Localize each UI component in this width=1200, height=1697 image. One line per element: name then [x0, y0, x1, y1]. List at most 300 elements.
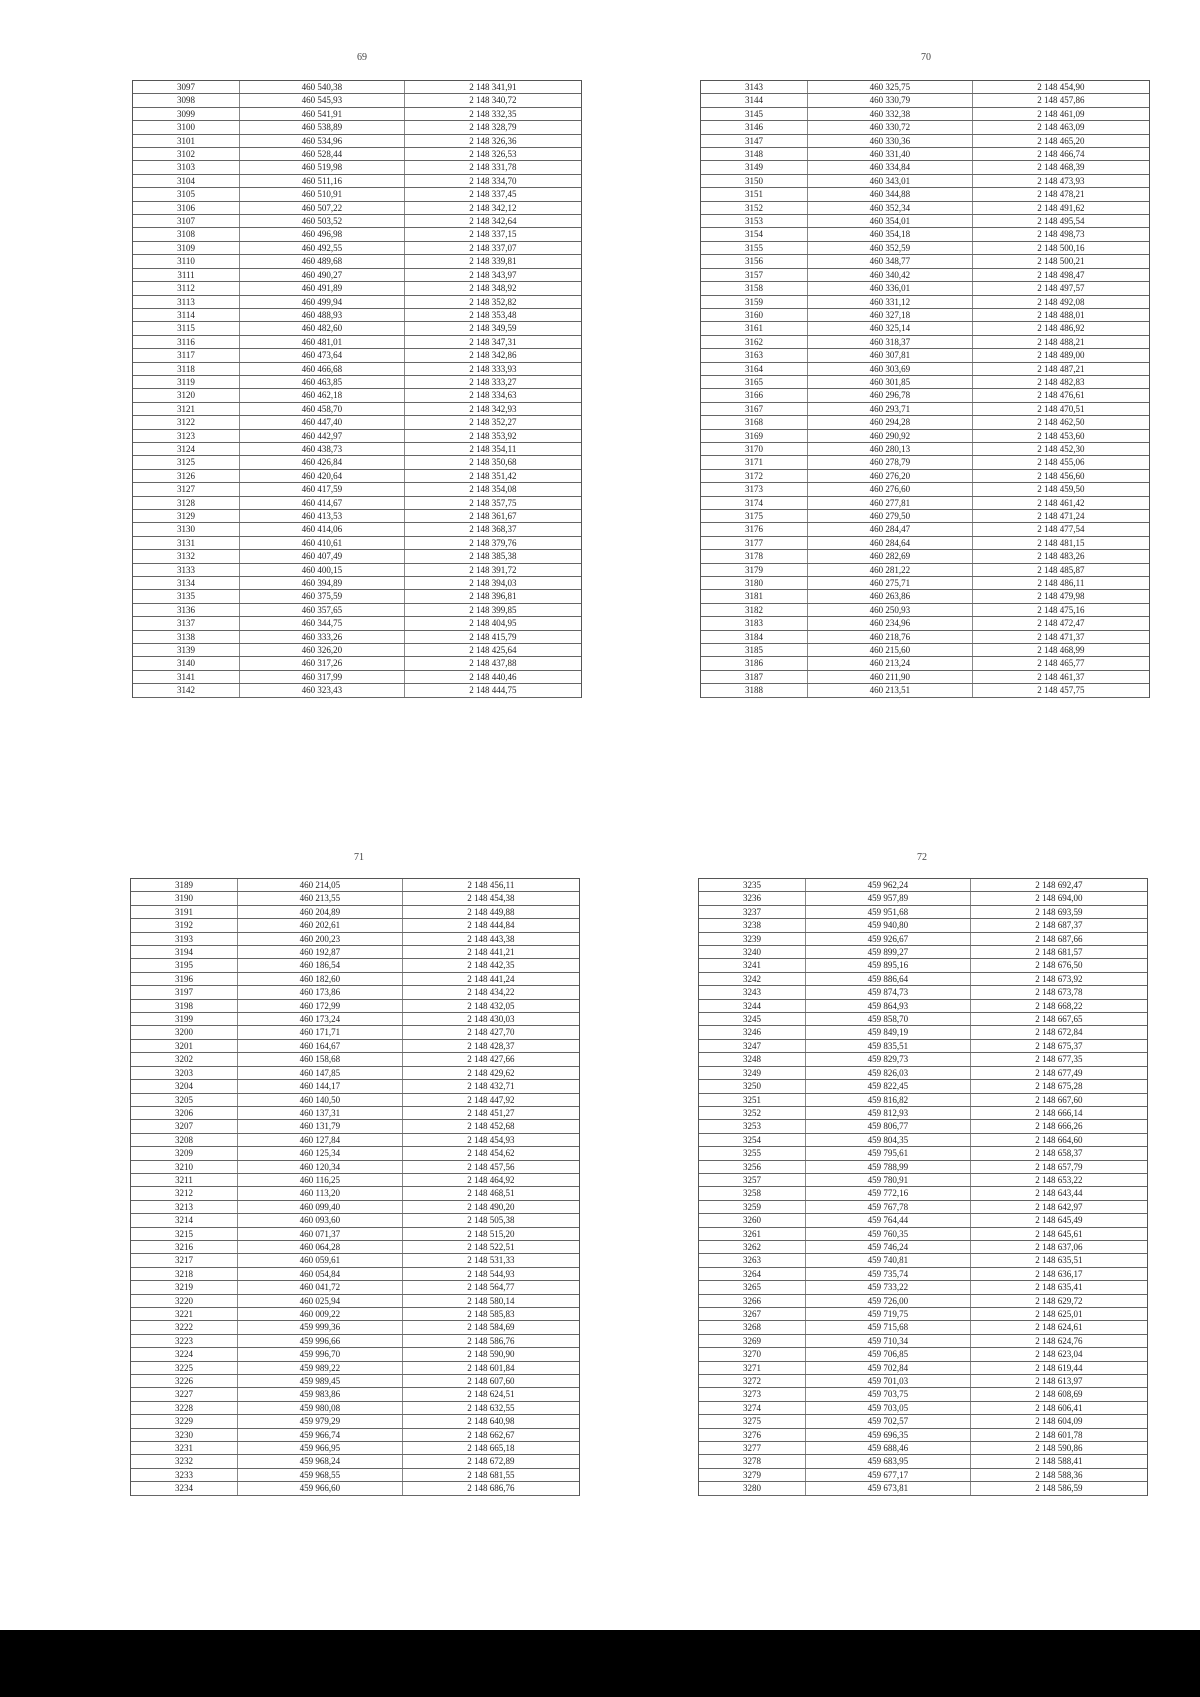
table-row — [133, 563, 581, 576]
x-coordinate-cell: 460 394,89 — [240, 577, 405, 590]
point-number-cell: 3139 — [133, 644, 240, 657]
x-coordinate-cell: 460 490,27 — [240, 268, 405, 281]
point-number-cell: 3273 — [699, 1388, 806, 1401]
y-coordinate-cell: 2 148 477,54 — [972, 523, 1149, 536]
y-coordinate-cell: 2 148 350,68 — [404, 456, 581, 469]
table-row — [701, 644, 1149, 657]
y-coordinate-cell: 2 148 332,35 — [404, 107, 581, 120]
page-number: 72 — [917, 852, 927, 863]
table-row — [699, 1375, 1147, 1388]
x-coordinate-cell: 460 276,20 — [808, 469, 973, 482]
point-number-cell: 3263 — [699, 1254, 806, 1267]
table-row — [131, 1147, 579, 1160]
point-number-cell: 3254 — [699, 1133, 806, 1146]
x-coordinate-cell: 460 462,18 — [240, 389, 405, 402]
y-coordinate-cell: 2 148 645,49 — [970, 1214, 1147, 1227]
x-coordinate-cell: 460 293,71 — [808, 402, 973, 415]
x-coordinate-cell: 460 519,98 — [240, 161, 405, 174]
y-coordinate-cell: 2 148 681,57 — [970, 946, 1147, 959]
x-coordinate-cell: 460 510,91 — [240, 188, 405, 201]
x-coordinate-cell: 459 962,24 — [806, 879, 971, 892]
table-row — [699, 1442, 1147, 1455]
point-number-cell: 3252 — [699, 1106, 806, 1119]
x-coordinate-cell: 460 331,12 — [808, 295, 973, 308]
table-row — [699, 1388, 1147, 1401]
point-number-cell: 3120 — [133, 389, 240, 402]
table-row — [133, 94, 581, 107]
point-number-cell: 3151 — [701, 188, 808, 201]
point-number-cell: 3173 — [701, 483, 808, 496]
y-coordinate-cell: 2 148 326,36 — [404, 134, 581, 147]
table-row — [701, 308, 1149, 321]
y-coordinate-cell: 2 148 476,61 — [972, 389, 1149, 402]
y-coordinate-cell: 2 148 515,20 — [402, 1227, 579, 1240]
point-number-cell: 3215 — [131, 1227, 238, 1240]
y-coordinate-cell: 2 148 645,61 — [970, 1227, 1147, 1240]
table-row — [133, 510, 581, 523]
table-row — [131, 1375, 579, 1388]
point-number-cell: 3148 — [701, 148, 808, 161]
table-row — [701, 684, 1149, 697]
table-row — [701, 389, 1149, 402]
y-coordinate-cell: 2 148 328,79 — [404, 121, 581, 134]
table-row — [131, 1442, 579, 1455]
table-row — [133, 469, 581, 482]
x-coordinate-cell: 460 325,75 — [808, 81, 973, 94]
point-number-cell: 3212 — [131, 1187, 238, 1200]
y-coordinate-cell: 2 148 333,27 — [404, 375, 581, 388]
x-coordinate-cell: 460 466,68 — [240, 362, 405, 375]
table-row — [699, 1455, 1147, 1468]
x-coordinate-cell: 460 234,96 — [808, 617, 973, 630]
point-number-cell: 3125 — [133, 456, 240, 469]
point-number-cell: 3261 — [699, 1227, 806, 1240]
point-number-cell: 3250 — [699, 1080, 806, 1093]
y-coordinate-cell: 2 148 432,71 — [402, 1080, 579, 1093]
x-coordinate-cell: 459 696,35 — [806, 1428, 971, 1441]
table-row — [131, 1281, 579, 1294]
y-coordinate-cell: 2 148 357,75 — [404, 496, 581, 509]
x-coordinate-cell: 460 172,99 — [238, 999, 403, 1012]
point-number-cell: 3113 — [133, 295, 240, 308]
y-coordinate-cell: 2 148 463,09 — [972, 121, 1149, 134]
x-coordinate-cell: 460 442,97 — [240, 429, 405, 442]
x-coordinate-cell: 460 213,24 — [808, 657, 973, 670]
table-row — [701, 295, 1149, 308]
point-number-cell: 3115 — [133, 322, 240, 335]
point-number-cell: 3280 — [699, 1482, 806, 1495]
table-row — [699, 1294, 1147, 1307]
table-row — [699, 932, 1147, 945]
point-number-cell: 3234 — [131, 1482, 238, 1495]
table-row — [131, 1039, 579, 1052]
x-coordinate-cell: 460 447,40 — [240, 416, 405, 429]
x-coordinate-cell: 459 999,36 — [238, 1321, 403, 1334]
x-coordinate-cell: 459 715,68 — [806, 1321, 971, 1334]
point-number-cell: 3199 — [131, 1013, 238, 1026]
point-number-cell: 3231 — [131, 1442, 238, 1455]
table-row — [699, 986, 1147, 999]
y-coordinate-cell: 2 148 427,66 — [402, 1053, 579, 1066]
point-number-cell: 3258 — [699, 1187, 806, 1200]
coordinate-table — [133, 81, 581, 698]
x-coordinate-cell: 460 211,90 — [808, 670, 973, 683]
point-number-cell: 3172 — [701, 469, 808, 482]
point-number-cell: 3168 — [701, 416, 808, 429]
table-row — [701, 456, 1149, 469]
x-coordinate-cell: 460 025,94 — [238, 1294, 403, 1307]
table-row — [701, 603, 1149, 616]
y-coordinate-cell: 2 148 468,99 — [972, 644, 1149, 657]
x-coordinate-cell: 459 673,81 — [806, 1482, 971, 1495]
x-coordinate-cell: 459 989,22 — [238, 1361, 403, 1374]
point-number-cell: 3133 — [133, 563, 240, 576]
y-coordinate-cell: 2 148 337,45 — [404, 188, 581, 201]
table-row — [133, 107, 581, 120]
y-coordinate-cell: 2 148 624,61 — [970, 1321, 1147, 1334]
point-number-cell: 3153 — [701, 215, 808, 228]
y-coordinate-cell: 2 148 451,27 — [402, 1106, 579, 1119]
table-row — [699, 1214, 1147, 1227]
point-number-cell: 3101 — [133, 134, 240, 147]
y-coordinate-cell: 2 148 399,85 — [404, 603, 581, 616]
x-coordinate-cell: 460 426,84 — [240, 456, 405, 469]
table-row — [133, 670, 581, 683]
point-number-cell: 3140 — [133, 657, 240, 670]
table-row — [133, 536, 581, 549]
y-coordinate-cell: 2 148 485,87 — [972, 563, 1149, 576]
table-row — [133, 322, 581, 335]
table-row — [701, 617, 1149, 630]
x-coordinate-cell: 460 354,18 — [808, 228, 973, 241]
y-coordinate-cell: 2 148 601,84 — [402, 1361, 579, 1374]
y-coordinate-cell: 2 148 681,55 — [402, 1468, 579, 1481]
y-coordinate-cell: 2 148 498,73 — [972, 228, 1149, 241]
point-number-cell: 3262 — [699, 1240, 806, 1253]
point-number-cell: 3191 — [131, 905, 238, 918]
point-number-cell: 3189 — [131, 879, 238, 892]
table-row — [133, 282, 581, 295]
x-coordinate-cell: 459 735,74 — [806, 1267, 971, 1280]
point-number-cell: 3183 — [701, 617, 808, 630]
table-row — [701, 563, 1149, 576]
table-row — [131, 1294, 579, 1307]
y-coordinate-cell: 2 148 442,35 — [402, 959, 579, 972]
table-row — [701, 577, 1149, 590]
x-coordinate-cell: 459 886,64 — [806, 972, 971, 985]
point-number-cell: 3229 — [131, 1415, 238, 1428]
x-coordinate-cell: 460 071,37 — [238, 1227, 403, 1240]
y-coordinate-cell: 2 148 404,95 — [404, 617, 581, 630]
y-coordinate-cell: 2 148 489,00 — [972, 349, 1149, 362]
point-number-cell: 3210 — [131, 1160, 238, 1173]
x-coordinate-cell: 460 250,93 — [808, 603, 973, 616]
table-row — [701, 523, 1149, 536]
page-number: 69 — [357, 52, 367, 63]
table-row — [699, 1106, 1147, 1119]
table-row — [131, 986, 579, 999]
table-row — [133, 657, 581, 670]
x-coordinate-cell: 460 354,01 — [808, 215, 973, 228]
point-number-cell: 3251 — [699, 1093, 806, 1106]
point-number-cell: 3242 — [699, 972, 806, 985]
x-coordinate-cell: 460 528,44 — [240, 148, 405, 161]
table-row — [699, 1428, 1147, 1441]
y-coordinate-cell: 2 148 564,77 — [402, 1281, 579, 1294]
table-row — [701, 215, 1149, 228]
y-coordinate-cell: 2 148 497,57 — [972, 282, 1149, 295]
point-number-cell: 3249 — [699, 1066, 806, 1079]
coordinate-table-page — [700, 80, 1150, 698]
y-coordinate-cell: 2 148 590,90 — [402, 1348, 579, 1361]
point-number-cell: 3270 — [699, 1348, 806, 1361]
y-coordinate-cell: 2 148 351,42 — [404, 469, 581, 482]
x-coordinate-cell: 459 719,75 — [806, 1308, 971, 1321]
x-coordinate-cell: 460 534,96 — [240, 134, 405, 147]
point-number-cell: 3266 — [699, 1294, 806, 1307]
point-number-cell: 3185 — [701, 644, 808, 657]
y-coordinate-cell: 2 148 653,22 — [970, 1173, 1147, 1186]
x-coordinate-cell: 460 414,06 — [240, 523, 405, 536]
point-number-cell: 3195 — [131, 959, 238, 972]
y-coordinate-cell: 2 148 635,51 — [970, 1254, 1147, 1267]
x-coordinate-cell: 460 131,79 — [238, 1120, 403, 1133]
table-row — [701, 496, 1149, 509]
table-row — [133, 416, 581, 429]
point-number-cell: 3257 — [699, 1173, 806, 1186]
y-coordinate-cell: 2 148 625,01 — [970, 1308, 1147, 1321]
table-row — [133, 241, 581, 254]
y-coordinate-cell: 2 148 632,55 — [402, 1401, 579, 1414]
y-coordinate-cell: 2 148 427,70 — [402, 1026, 579, 1039]
coordinate-table — [699, 879, 1147, 1496]
x-coordinate-cell: 460 336,01 — [808, 282, 973, 295]
x-coordinate-cell: 460 414,67 — [240, 496, 405, 509]
table-row — [699, 1468, 1147, 1481]
point-number-cell: 3223 — [131, 1334, 238, 1347]
point-number-cell: 3110 — [133, 255, 240, 268]
y-coordinate-cell: 2 148 672,84 — [970, 1026, 1147, 1039]
point-number-cell: 3150 — [701, 174, 808, 187]
x-coordinate-cell: 459 968,55 — [238, 1468, 403, 1481]
x-coordinate-cell: 460 343,01 — [808, 174, 973, 187]
point-number-cell: 3238 — [699, 919, 806, 932]
y-coordinate-cell: 2 148 584,69 — [402, 1321, 579, 1334]
y-coordinate-cell: 2 148 607,60 — [402, 1375, 579, 1388]
table-row — [133, 389, 581, 402]
point-number-cell: 3143 — [701, 81, 808, 94]
point-number-cell: 3267 — [699, 1308, 806, 1321]
point-number-cell: 3131 — [133, 536, 240, 549]
y-coordinate-cell: 2 148 440,46 — [404, 670, 581, 683]
coordinate-table-page — [132, 80, 582, 698]
y-coordinate-cell: 2 148 590,86 — [970, 1442, 1147, 1455]
table-row — [133, 442, 581, 455]
point-number-cell: 3104 — [133, 174, 240, 187]
y-coordinate-cell: 2 148 429,62 — [402, 1066, 579, 1079]
x-coordinate-cell: 460 164,67 — [238, 1039, 403, 1052]
table-row — [133, 295, 581, 308]
point-number-cell: 3260 — [699, 1214, 806, 1227]
table-row — [699, 1361, 1147, 1374]
y-coordinate-cell: 2 148 531,33 — [402, 1254, 579, 1267]
y-coordinate-cell: 2 148 454,62 — [402, 1147, 579, 1160]
y-coordinate-cell: 2 148 475,16 — [972, 603, 1149, 616]
point-number-cell: 3167 — [701, 402, 808, 415]
y-coordinate-cell: 2 148 441,24 — [402, 972, 579, 985]
y-coordinate-cell: 2 148 642,97 — [970, 1200, 1147, 1213]
x-coordinate-cell: 459 829,73 — [806, 1053, 971, 1066]
x-coordinate-cell: 459 703,75 — [806, 1388, 971, 1401]
x-coordinate-cell: 460 200,23 — [238, 932, 403, 945]
x-coordinate-cell: 460 334,84 — [808, 161, 973, 174]
table-row — [133, 121, 581, 134]
table-row — [699, 1308, 1147, 1321]
table-row — [133, 590, 581, 603]
x-coordinate-cell: 460 093,60 — [238, 1214, 403, 1227]
y-coordinate-cell: 2 148 692,47 — [970, 879, 1147, 892]
point-number-cell: 3204 — [131, 1080, 238, 1093]
y-coordinate-cell: 2 148 687,37 — [970, 919, 1147, 932]
point-number-cell: 3108 — [133, 228, 240, 241]
point-number-cell: 3147 — [701, 134, 808, 147]
y-coordinate-cell: 2 148 585,83 — [402, 1308, 579, 1321]
point-number-cell: 3236 — [699, 892, 806, 905]
point-number-cell: 3121 — [133, 402, 240, 415]
y-coordinate-cell: 2 148 686,76 — [402, 1482, 579, 1495]
x-coordinate-cell: 460 332,38 — [808, 107, 973, 120]
y-coordinate-cell: 2 148 657,79 — [970, 1160, 1147, 1173]
table-row — [701, 161, 1149, 174]
point-number-cell: 3241 — [699, 959, 806, 972]
table-row — [701, 362, 1149, 375]
table-row — [701, 255, 1149, 268]
x-coordinate-cell: 460 330,36 — [808, 134, 973, 147]
y-coordinate-cell: 2 148 491,62 — [972, 201, 1149, 214]
point-number-cell: 3182 — [701, 603, 808, 616]
y-coordinate-cell: 2 148 468,39 — [972, 161, 1149, 174]
point-number-cell: 3152 — [701, 201, 808, 214]
point-number-cell: 3162 — [701, 335, 808, 348]
point-number-cell: 3100 — [133, 121, 240, 134]
y-coordinate-cell: 2 148 488,01 — [972, 308, 1149, 321]
point-number-cell: 3271 — [699, 1361, 806, 1374]
x-coordinate-cell: 460 276,60 — [808, 483, 973, 496]
table-row — [701, 416, 1149, 429]
point-number-cell: 3157 — [701, 268, 808, 281]
y-coordinate-cell: 2 148 462,50 — [972, 416, 1149, 429]
table-row — [701, 121, 1149, 134]
point-number-cell: 3187 — [701, 670, 808, 683]
y-coordinate-cell: 2 148 608,69 — [970, 1388, 1147, 1401]
x-coordinate-cell: 460 173,24 — [238, 1013, 403, 1026]
table-row — [131, 1455, 579, 1468]
table-row — [131, 1106, 579, 1119]
y-coordinate-cell: 2 148 466,74 — [972, 148, 1149, 161]
y-coordinate-cell: 2 148 604,09 — [970, 1415, 1147, 1428]
point-number-cell: 3160 — [701, 308, 808, 321]
point-number-cell: 3161 — [701, 322, 808, 335]
y-coordinate-cell: 2 148 337,15 — [404, 228, 581, 241]
table-row — [131, 1482, 579, 1495]
y-coordinate-cell: 2 148 457,86 — [972, 94, 1149, 107]
point-number-cell: 3186 — [701, 657, 808, 670]
table-row — [131, 1240, 579, 1253]
y-coordinate-cell: 2 148 337,07 — [404, 241, 581, 254]
y-coordinate-cell: 2 148 437,88 — [404, 657, 581, 670]
y-coordinate-cell: 2 148 457,75 — [972, 684, 1149, 697]
y-coordinate-cell: 2 148 444,84 — [402, 919, 579, 932]
x-coordinate-cell: 460 473,64 — [240, 349, 405, 362]
table-row — [699, 1093, 1147, 1106]
point-number-cell: 3109 — [133, 241, 240, 254]
y-coordinate-cell: 2 148 472,47 — [972, 617, 1149, 630]
x-coordinate-cell: 460 463,85 — [240, 375, 405, 388]
x-coordinate-cell: 460 511,16 — [240, 174, 405, 187]
y-coordinate-cell: 2 148 588,36 — [970, 1468, 1147, 1481]
table-row — [699, 1200, 1147, 1213]
x-coordinate-cell: 459 764,44 — [806, 1214, 971, 1227]
point-number-cell: 3222 — [131, 1321, 238, 1334]
point-number-cell: 3217 — [131, 1254, 238, 1267]
y-coordinate-cell: 2 148 455,06 — [972, 456, 1149, 469]
x-coordinate-cell: 459 858,70 — [806, 1013, 971, 1026]
point-number-cell: 3240 — [699, 946, 806, 959]
x-coordinate-cell: 460 303,69 — [808, 362, 973, 375]
y-coordinate-cell: 2 148 342,86 — [404, 349, 581, 362]
table-row — [701, 201, 1149, 214]
point-number-cell: 3244 — [699, 999, 806, 1012]
table-row — [699, 919, 1147, 932]
table-row — [701, 657, 1149, 670]
point-number-cell: 3246 — [699, 1026, 806, 1039]
table-row — [699, 1227, 1147, 1240]
table-row — [133, 161, 581, 174]
point-number-cell: 3112 — [133, 282, 240, 295]
table-row — [699, 1039, 1147, 1052]
point-number-cell: 3128 — [133, 496, 240, 509]
x-coordinate-cell: 460 147,85 — [238, 1066, 403, 1079]
x-coordinate-cell: 460 213,55 — [238, 892, 403, 905]
y-coordinate-cell: 2 148 326,53 — [404, 148, 581, 161]
table-row — [699, 1321, 1147, 1334]
table-row — [131, 892, 579, 905]
x-coordinate-cell: 459 966,95 — [238, 1442, 403, 1455]
point-number-cell: 3230 — [131, 1428, 238, 1441]
point-number-cell: 3268 — [699, 1321, 806, 1334]
x-coordinate-cell: 460 344,75 — [240, 617, 405, 630]
point-number-cell: 3247 — [699, 1039, 806, 1052]
y-coordinate-cell: 2 148 500,16 — [972, 241, 1149, 254]
x-coordinate-cell: 459 733,22 — [806, 1281, 971, 1294]
x-coordinate-cell: 460 489,68 — [240, 255, 405, 268]
x-coordinate-cell: 460 420,64 — [240, 469, 405, 482]
y-coordinate-cell: 2 148 341,91 — [404, 81, 581, 94]
y-coordinate-cell: 2 148 677,49 — [970, 1066, 1147, 1079]
point-number-cell: 3184 — [701, 630, 808, 643]
point-number-cell: 3178 — [701, 550, 808, 563]
x-coordinate-cell: 460 275,71 — [808, 577, 973, 590]
table-row — [701, 402, 1149, 415]
table-row — [701, 550, 1149, 563]
y-coordinate-cell: 2 148 473,93 — [972, 174, 1149, 187]
point-number-cell: 3265 — [699, 1281, 806, 1294]
y-coordinate-cell: 2 148 394,03 — [404, 577, 581, 590]
x-coordinate-cell: 459 957,89 — [806, 892, 971, 905]
point-number-cell: 3277 — [699, 1442, 806, 1455]
point-number-cell: 3275 — [699, 1415, 806, 1428]
x-coordinate-cell: 460 214,05 — [238, 879, 403, 892]
